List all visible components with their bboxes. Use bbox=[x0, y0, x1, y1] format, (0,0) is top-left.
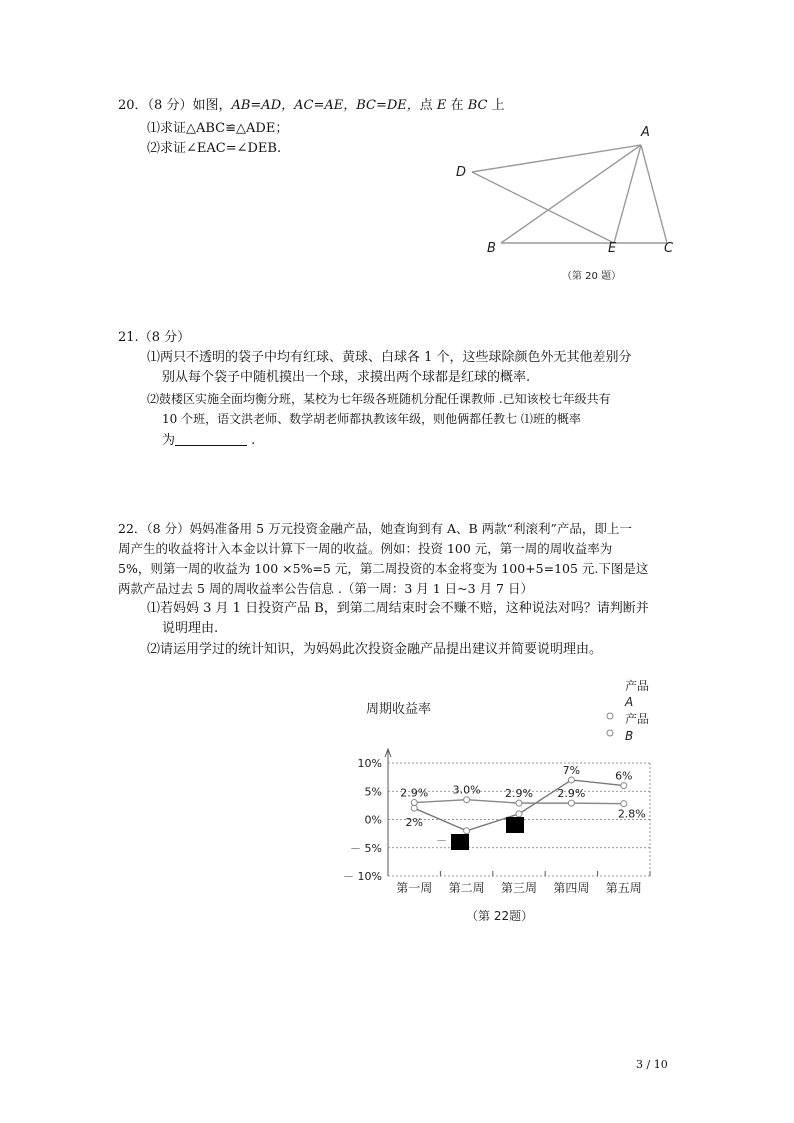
q20-stem-bc: BC bbox=[467, 98, 488, 113]
q22-line2: 周产生的收益将计入本金以计算下一周的收益。例如：投资 100 元，第一周的周收益率为 bbox=[118, 541, 613, 556]
x-tick-label: 第五周 bbox=[605, 881, 642, 895]
q20-score: （8 分） bbox=[147, 98, 193, 113]
data-point-b bbox=[568, 800, 574, 806]
q22-line4: 两款产品过去 5 周的周收益率公告信息 .（第一周：3 月 1 日~3 月 7 日） bbox=[118, 581, 533, 596]
data-point-b bbox=[411, 800, 417, 806]
chart-title: 周期收益率 bbox=[366, 702, 432, 717]
page-number: 3 / 10 bbox=[636, 1058, 668, 1071]
q21-answer-blank[interactable] bbox=[175, 431, 247, 446]
q21-part2-line3 bbox=[162, 431, 255, 451]
q20-part2: ⑵求证∠EAC=∠DEB. bbox=[147, 141, 282, 156]
x-tick-label: 第一周 bbox=[396, 881, 433, 895]
data-label-a: 6% bbox=[615, 769, 633, 783]
q22-caption: （第 22题） bbox=[466, 909, 534, 923]
q21-score: （8 分） bbox=[138, 330, 191, 345]
chart-annotation-dash: － bbox=[436, 834, 447, 847]
q20-stem-end: 上 bbox=[487, 98, 505, 113]
data-point-a bbox=[464, 828, 470, 834]
legend-label-b-text: 产品 bbox=[625, 712, 650, 726]
y-tick-label: － 10% bbox=[343, 870, 382, 883]
q22-line-chart bbox=[300, 668, 680, 928]
chart-legend bbox=[607, 678, 649, 743]
q21-part1-line2: 别从每个袋子中随机摸出一个球，求摸出两个球都是红球的概率. bbox=[162, 370, 531, 385]
legend-label-b-letter: B bbox=[625, 729, 634, 743]
data-point-a bbox=[411, 805, 417, 811]
q22-part1-line1: ⑴若妈妈 3 月 1 日投资产品 B，到第二周结束时会不赚不赔，这种说法对吗？请判断并 bbox=[147, 601, 649, 616]
q22-part2: ⑵请运用学过的统计知识，为妈妈此次投资金融产品提出建议并简要说明理由。 bbox=[147, 642, 603, 657]
x-tick-label: 第四周 bbox=[553, 881, 590, 895]
q20-stem-math: AB=AD，AC=AE，BC=DE， bbox=[231, 98, 420, 113]
q20-stem-e: E bbox=[436, 98, 447, 113]
q22-line1 bbox=[118, 519, 632, 539]
x-tick-label: 第二周 bbox=[448, 881, 485, 895]
y-tick-label: － 5% bbox=[350, 841, 382, 855]
y-tick-label: 10% bbox=[357, 757, 382, 770]
ink-block-2 bbox=[506, 817, 524, 833]
legend-marker-b bbox=[607, 730, 613, 736]
label-E: E bbox=[608, 241, 617, 256]
segment-DA bbox=[472, 145, 641, 172]
data-point-a bbox=[568, 777, 574, 783]
q22-score: （8 分） bbox=[146, 521, 190, 536]
data-label-b: 2.9% bbox=[505, 787, 533, 801]
segment-AC bbox=[641, 145, 667, 243]
label-C: C bbox=[664, 241, 674, 256]
label-B: B bbox=[487, 241, 496, 256]
x-tick-label: 第三周 bbox=[500, 881, 538, 895]
data-label-b: 3.0% bbox=[452, 783, 481, 797]
q20-stem-prefix: 如图， bbox=[192, 98, 232, 113]
data-label-b: 2.9% bbox=[400, 786, 429, 800]
legend-label-a-letter: A bbox=[625, 695, 634, 709]
q22-number: 22． bbox=[118, 521, 147, 536]
q22-part1-line2: 说明理由. bbox=[162, 621, 219, 636]
q22-line3: 5%，则第一周的收益为 100 ×5%=5 元，第二周投资的本金将变为 100+5=105 元.下图是这 bbox=[118, 561, 649, 576]
y-tick-label: 0% bbox=[364, 813, 382, 827]
data-point-b bbox=[516, 800, 522, 806]
q21-part2-line1: ⑵鼓楼区实施全面均衡分班，某校为七年级各班随机分配任课教师 .已知该校七年级共有 bbox=[147, 392, 611, 406]
legend-marker-a bbox=[607, 713, 613, 719]
q20-caption: （第 20 题） bbox=[562, 271, 622, 282]
data-point-a bbox=[621, 783, 627, 789]
data-point-a bbox=[516, 811, 522, 817]
segment-EA bbox=[614, 145, 641, 243]
data-label-a: 2% bbox=[405, 816, 423, 830]
label-A: A bbox=[641, 125, 650, 140]
q22-line1-text: 妈妈准备用 5 万元投资金融产品，她查询到有 A、B 两款“利滚利”产品，即上一 bbox=[189, 521, 632, 536]
q20-part1: ⑴求证△ABC≌△ADE； bbox=[147, 121, 289, 136]
q21-answer-prefix: 为 bbox=[162, 433, 176, 448]
q20-stem-on: 在 bbox=[446, 98, 468, 113]
data-point-b bbox=[464, 797, 470, 803]
segment-DE bbox=[472, 172, 614, 243]
segment-BA bbox=[501, 145, 641, 243]
data-label-a: 7% bbox=[562, 763, 581, 777]
q20-stem bbox=[118, 96, 505, 116]
q21-part1-line1: ⑴两只不透明的袋子中均有红球、黄球、白球各 1 个，这些球除颜色外无其他差别分 bbox=[147, 350, 632, 365]
ink-block-1 bbox=[451, 834, 469, 850]
q21-number: 21. bbox=[118, 330, 139, 345]
q20-stem-mid: 点 bbox=[419, 98, 437, 113]
data-label-b: 2.8% bbox=[617, 807, 646, 821]
data-label-b: 2.9% bbox=[557, 787, 586, 801]
q20-number: 20． bbox=[118, 98, 148, 113]
q20-geometry-figure bbox=[440, 118, 700, 288]
legend-label-a-text: 产品 bbox=[625, 679, 650, 693]
q21-answer-suffix: . bbox=[247, 433, 256, 448]
q21-part2-line2: 10 个班，语文洪老师、数学胡老师都执教该年级，则他俩都任教七 ⑴班的概率 bbox=[162, 412, 581, 426]
data-point-b bbox=[621, 801, 627, 807]
y-tick-label: 5% bbox=[364, 785, 382, 799]
q21-header bbox=[118, 328, 190, 348]
label-D: D bbox=[456, 165, 467, 180]
